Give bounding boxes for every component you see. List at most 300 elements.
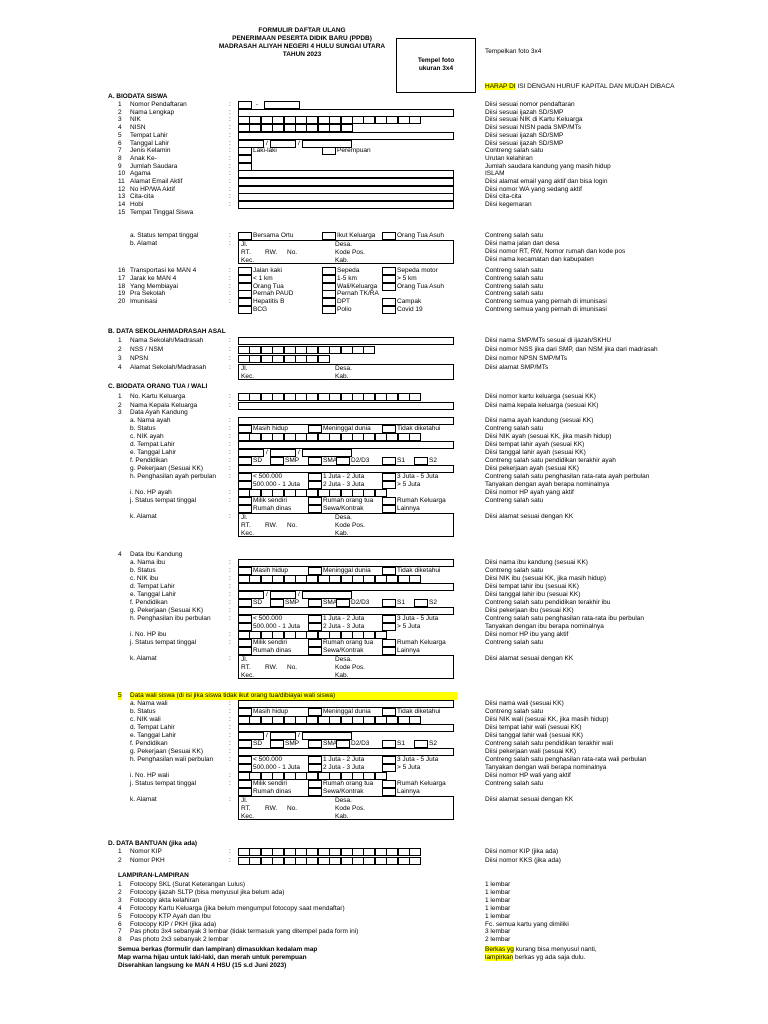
digit-cell[interactable] xyxy=(261,355,273,363)
option-checkbox[interactable] xyxy=(238,623,300,631)
option-checkbox[interactable] xyxy=(382,788,420,796)
checkbox-icon[interactable] xyxy=(308,788,322,796)
digit-cell[interactable] xyxy=(238,857,250,865)
digit-cell[interactable] xyxy=(261,716,273,724)
option-checkbox[interactable] xyxy=(308,615,364,623)
digit-cell[interactable] xyxy=(398,848,410,856)
checkbox-icon[interactable] xyxy=(382,788,396,796)
checkbox-icon[interactable] xyxy=(322,267,336,275)
digit-cell[interactable] xyxy=(375,489,387,497)
digit-grid[interactable] xyxy=(238,393,421,401)
address-box[interactable] xyxy=(238,655,454,679)
option-checkbox[interactable] xyxy=(382,567,440,575)
digit-cell[interactable] xyxy=(306,772,318,780)
digit-cell[interactable] xyxy=(329,346,341,354)
digit-cell[interactable] xyxy=(363,848,375,856)
digit-cell[interactable] xyxy=(329,433,341,441)
option-checkbox[interactable] xyxy=(308,457,337,465)
option-checkbox[interactable] xyxy=(308,788,363,796)
option-checkbox[interactable] xyxy=(322,275,357,283)
option-checkbox[interactable] xyxy=(308,623,364,631)
digit-cell[interactable] xyxy=(295,716,307,724)
digit-cell[interactable] xyxy=(363,631,375,639)
checkbox-icon[interactable] xyxy=(322,147,336,155)
checkbox-icon[interactable] xyxy=(308,567,322,575)
date-field[interactable] xyxy=(270,449,296,457)
digit-cell[interactable] xyxy=(284,716,296,724)
checkbox-icon[interactable] xyxy=(322,283,336,291)
digit-cell[interactable] xyxy=(306,848,318,856)
option-checkbox[interactable] xyxy=(308,708,371,716)
digit-cell[interactable] xyxy=(284,346,296,354)
checkbox-icon[interactable] xyxy=(382,599,396,607)
checkbox-icon[interactable] xyxy=(382,567,396,575)
digit-cell[interactable] xyxy=(238,575,250,583)
option-checkbox[interactable] xyxy=(382,267,438,275)
digit-cell[interactable] xyxy=(318,716,330,724)
digit-cell[interactable] xyxy=(284,575,296,583)
option-checkbox[interactable] xyxy=(382,497,446,505)
checkbox-icon[interactable] xyxy=(382,473,396,481)
digit-cell[interactable] xyxy=(375,631,387,639)
checkbox-icon[interactable] xyxy=(382,232,396,240)
digit-cell[interactable] xyxy=(352,716,364,724)
text-field[interactable] xyxy=(238,337,454,345)
digit-cell[interactable] xyxy=(261,433,273,441)
digit-cell[interactable] xyxy=(295,631,307,639)
option-checkbox[interactable] xyxy=(414,599,437,607)
digit-cell[interactable] xyxy=(318,346,330,354)
digit-cell[interactable] xyxy=(398,433,410,441)
checkbox-icon[interactable] xyxy=(238,497,252,505)
option-checkbox[interactable] xyxy=(308,780,373,788)
option-checkbox[interactable] xyxy=(322,232,375,240)
checkbox-icon[interactable] xyxy=(308,505,322,513)
option-checkbox[interactable] xyxy=(322,290,379,298)
option-checkbox[interactable] xyxy=(238,290,293,298)
digit-cell[interactable] xyxy=(409,848,421,856)
option-checkbox[interactable] xyxy=(238,780,287,788)
checkbox-icon[interactable] xyxy=(270,599,284,607)
digit-grid[interactable] xyxy=(238,575,421,583)
option-checkbox[interactable] xyxy=(238,425,288,433)
digit-cell[interactable] xyxy=(249,346,261,354)
digit-cell[interactable] xyxy=(363,116,375,124)
checkbox-icon[interactable] xyxy=(238,306,252,314)
option-checkbox[interactable] xyxy=(238,615,282,623)
checkbox-icon[interactable] xyxy=(414,599,428,607)
checkbox-icon[interactable] xyxy=(382,298,396,306)
digit-cell[interactable] xyxy=(409,433,421,441)
digit-cell[interactable] xyxy=(352,346,364,354)
digit-grid[interactable] xyxy=(238,355,329,363)
option-checkbox[interactable] xyxy=(322,147,371,155)
digit-cell[interactable] xyxy=(409,857,421,865)
digit-cell[interactable] xyxy=(272,716,284,724)
digit-cell[interactable] xyxy=(272,631,284,639)
option-checkbox[interactable] xyxy=(382,425,440,433)
checkbox-icon[interactable] xyxy=(308,764,322,772)
checkbox-icon[interactable] xyxy=(322,275,336,283)
option-checkbox[interactable] xyxy=(382,505,420,513)
option-checkbox[interactable] xyxy=(382,457,405,465)
digit-grid[interactable] xyxy=(238,716,421,724)
digit-cell[interactable] xyxy=(398,575,410,583)
digit-cell[interactable] xyxy=(295,848,307,856)
digit-cell[interactable] xyxy=(318,772,330,780)
option-checkbox[interactable] xyxy=(308,473,364,481)
digit-cell[interactable] xyxy=(261,631,273,639)
digit-cell[interactable] xyxy=(409,116,421,124)
checkbox-icon[interactable] xyxy=(382,497,396,505)
digit-cell[interactable] xyxy=(363,346,375,354)
digit-cell[interactable] xyxy=(249,848,261,856)
digit-cell[interactable] xyxy=(238,346,250,354)
option-checkbox[interactable] xyxy=(308,481,364,489)
checkbox-icon[interactable] xyxy=(414,740,428,748)
digit-cell[interactable] xyxy=(272,433,284,441)
digit-cell[interactable] xyxy=(249,772,261,780)
digit-cell[interactable] xyxy=(238,489,250,497)
digit-cell[interactable] xyxy=(295,433,307,441)
digit-cell[interactable] xyxy=(352,575,364,583)
date-field[interactable] xyxy=(238,732,264,740)
digit-cell[interactable] xyxy=(386,575,398,583)
digit-cell[interactable] xyxy=(238,772,250,780)
checkbox-icon[interactable] xyxy=(382,457,396,465)
digit-cell[interactable] xyxy=(375,772,387,780)
digit-cell[interactable] xyxy=(363,393,375,401)
checkbox-icon[interactable] xyxy=(238,708,252,716)
checkbox-icon[interactable] xyxy=(238,457,252,465)
option-checkbox[interactable] xyxy=(238,764,300,772)
date-field[interactable] xyxy=(238,591,264,599)
digit-cell[interactable] xyxy=(272,489,284,497)
digit-cell[interactable] xyxy=(398,116,410,124)
checkbox-icon[interactable] xyxy=(382,481,396,489)
digit-cell[interactable] xyxy=(318,393,330,401)
digit-cell[interactable] xyxy=(272,355,284,363)
digit-cell[interactable] xyxy=(352,848,364,856)
option-checkbox[interactable] xyxy=(382,275,417,283)
digit-cell[interactable] xyxy=(375,848,387,856)
digit-grid[interactable] xyxy=(238,489,386,497)
option-checkbox[interactable] xyxy=(382,708,440,716)
digit-cell[interactable] xyxy=(284,848,296,856)
digit-cell[interactable] xyxy=(386,393,398,401)
option-checkbox[interactable] xyxy=(414,740,437,748)
digit-cell[interactable] xyxy=(341,489,353,497)
option-checkbox[interactable] xyxy=(238,639,287,647)
text-field[interactable] xyxy=(238,441,454,449)
option-checkbox[interactable] xyxy=(238,599,262,607)
digit-cell[interactable] xyxy=(352,772,364,780)
digit-cell[interactable] xyxy=(409,716,421,724)
digit-cell[interactable] xyxy=(261,857,273,865)
option-checkbox[interactable] xyxy=(238,457,262,465)
option-checkbox[interactable] xyxy=(322,298,350,306)
digit-cell[interactable] xyxy=(318,489,330,497)
checkbox-icon[interactable] xyxy=(382,306,396,314)
option-checkbox[interactable] xyxy=(382,306,423,314)
digit-cell[interactable] xyxy=(318,631,330,639)
digit-cell[interactable] xyxy=(375,857,387,865)
checkbox-icon[interactable] xyxy=(238,756,252,764)
digit-cell[interactable] xyxy=(284,393,296,401)
digit-cell[interactable] xyxy=(306,433,318,441)
digit-cell[interactable] xyxy=(386,433,398,441)
option-checkbox[interactable] xyxy=(308,740,337,748)
digit-cell[interactable] xyxy=(272,848,284,856)
digit-cell[interactable] xyxy=(398,857,410,865)
option-checkbox[interactable] xyxy=(238,567,288,575)
option-checkbox[interactable] xyxy=(382,639,446,647)
option-checkbox[interactable] xyxy=(238,708,288,716)
digit-cell[interactable] xyxy=(329,489,341,497)
checkbox-icon[interactable] xyxy=(336,740,350,748)
digit-cell[interactable] xyxy=(318,857,330,865)
checkbox-icon[interactable] xyxy=(238,267,252,275)
option-checkbox[interactable] xyxy=(238,740,262,748)
digit-cell[interactable] xyxy=(318,848,330,856)
option-checkbox[interactable] xyxy=(238,647,291,655)
checkbox-icon[interactable] xyxy=(322,290,336,298)
digit-cell[interactable] xyxy=(249,433,261,441)
checkbox-icon[interactable] xyxy=(238,473,252,481)
checkbox-icon[interactable] xyxy=(382,756,396,764)
option-checkbox[interactable] xyxy=(382,623,420,631)
digit-cell[interactable] xyxy=(272,857,284,865)
text-field[interactable] xyxy=(238,748,454,756)
option-checkbox[interactable] xyxy=(414,457,437,465)
checkbox-icon[interactable] xyxy=(308,497,322,505)
checkbox-icon[interactable] xyxy=(382,283,396,291)
digit-cell[interactable] xyxy=(375,575,387,583)
text-field[interactable] xyxy=(238,607,454,615)
digit-cell[interactable] xyxy=(352,393,364,401)
digit-cell[interactable] xyxy=(249,716,261,724)
checkbox-icon[interactable] xyxy=(308,473,322,481)
digit-cell[interactable] xyxy=(261,393,273,401)
option-checkbox[interactable] xyxy=(308,497,373,505)
digit-cell[interactable] xyxy=(352,116,364,124)
option-checkbox[interactable] xyxy=(238,481,300,489)
checkbox-icon[interactable] xyxy=(336,599,350,607)
digit-cell[interactable] xyxy=(386,716,398,724)
text-field[interactable] xyxy=(238,559,454,567)
digit-cell[interactable] xyxy=(329,857,341,865)
text-field[interactable] xyxy=(238,700,454,708)
option-checkbox[interactable] xyxy=(382,740,405,748)
digit-cell[interactable] xyxy=(261,575,273,583)
digit-cell[interactable] xyxy=(363,716,375,724)
digit-cell[interactable] xyxy=(375,716,387,724)
checkbox-icon[interactable] xyxy=(238,283,252,291)
checkbox-icon[interactable] xyxy=(308,457,322,465)
digit-grid[interactable] xyxy=(238,857,421,865)
digit-cell[interactable] xyxy=(295,575,307,583)
digit-cell[interactable] xyxy=(398,716,410,724)
digit-cell[interactable] xyxy=(261,772,273,780)
option-checkbox[interactable] xyxy=(336,457,369,465)
digit-cell[interactable] xyxy=(329,575,341,583)
digit-cell[interactable] xyxy=(318,433,330,441)
digit-cell[interactable] xyxy=(409,393,421,401)
option-checkbox[interactable] xyxy=(308,756,364,764)
checkbox-icon[interactable] xyxy=(238,740,252,748)
option-checkbox[interactable] xyxy=(238,232,293,240)
option-checkbox[interactable] xyxy=(382,283,444,291)
option-checkbox[interactable] xyxy=(238,298,284,306)
checkbox-icon[interactable] xyxy=(308,481,322,489)
digit-cell[interactable] xyxy=(329,631,341,639)
checkbox-icon[interactable] xyxy=(382,505,396,513)
checkbox-icon[interactable] xyxy=(308,780,322,788)
digit-cell[interactable] xyxy=(341,393,353,401)
digit-cell[interactable] xyxy=(261,489,273,497)
checkbox-icon[interactable] xyxy=(382,425,396,433)
digit-cell[interactable] xyxy=(249,489,261,497)
option-checkbox[interactable] xyxy=(382,232,444,240)
date-field[interactable] xyxy=(302,591,352,599)
checkbox-icon[interactable] xyxy=(238,788,252,796)
checkbox-icon[interactable] xyxy=(238,505,252,513)
checkbox-icon[interactable] xyxy=(382,267,396,275)
digit-grid[interactable] xyxy=(238,772,386,780)
option-checkbox[interactable] xyxy=(382,780,446,788)
digit-cell[interactable] xyxy=(341,716,353,724)
digit-cell[interactable] xyxy=(284,631,296,639)
digit-cell[interactable] xyxy=(238,393,250,401)
digit-cell[interactable] xyxy=(341,575,353,583)
checkbox-icon[interactable] xyxy=(336,457,350,465)
checkbox-icon[interactable] xyxy=(308,740,322,748)
option-checkbox[interactable] xyxy=(322,283,377,291)
digit-cell[interactable] xyxy=(295,346,307,354)
option-checkbox[interactable] xyxy=(382,615,438,623)
digit-cell[interactable] xyxy=(249,857,261,865)
checkbox-icon[interactable] xyxy=(414,457,428,465)
digit-grid[interactable] xyxy=(238,848,421,856)
checkbox-icon[interactable] xyxy=(322,298,336,306)
checkbox-icon[interactable] xyxy=(308,647,322,655)
checkbox-icon[interactable] xyxy=(382,647,396,655)
digit-cell[interactable] xyxy=(329,848,341,856)
digit-cell[interactable] xyxy=(272,393,284,401)
checkbox-icon[interactable] xyxy=(238,764,252,772)
option-checkbox[interactable] xyxy=(238,505,291,513)
digit-grid[interactable] xyxy=(238,631,386,639)
option-checkbox[interactable] xyxy=(336,599,369,607)
date-field[interactable] xyxy=(302,732,352,740)
option-checkbox[interactable] xyxy=(238,473,282,481)
digit-cell[interactable] xyxy=(295,489,307,497)
checkbox-icon[interactable] xyxy=(322,306,336,314)
option-checkbox[interactable] xyxy=(238,275,273,283)
digit-cell[interactable] xyxy=(386,116,398,124)
checkbox-icon[interactable] xyxy=(238,275,252,283)
checkbox-icon[interactable] xyxy=(382,780,396,788)
text-field[interactable] xyxy=(238,465,454,473)
checkbox-icon[interactable] xyxy=(382,275,396,283)
address-box[interactable] xyxy=(238,796,454,820)
date-field[interactable] xyxy=(238,449,264,457)
digit-cell[interactable] xyxy=(238,355,250,363)
checkbox-icon[interactable] xyxy=(238,425,252,433)
digit-cell[interactable] xyxy=(352,857,364,865)
option-checkbox[interactable] xyxy=(238,283,284,291)
checkbox-icon[interactable] xyxy=(308,599,322,607)
checkbox-icon[interactable] xyxy=(382,740,396,748)
digit-cell[interactable] xyxy=(249,393,261,401)
option-checkbox[interactable] xyxy=(238,497,287,505)
digit-cell[interactable] xyxy=(306,355,318,363)
digit-cell[interactable] xyxy=(341,772,353,780)
digit-cell[interactable] xyxy=(295,355,307,363)
option-checkbox[interactable] xyxy=(270,599,299,607)
digit-cell[interactable] xyxy=(306,346,318,354)
checkbox-icon[interactable] xyxy=(238,481,252,489)
digit-cell[interactable] xyxy=(306,575,318,583)
checkbox-icon[interactable] xyxy=(238,623,252,631)
checkbox-icon[interactable] xyxy=(238,615,252,623)
digit-cell[interactable] xyxy=(238,848,250,856)
digit-cell[interactable] xyxy=(295,393,307,401)
digit-cell[interactable] xyxy=(341,848,353,856)
checkbox-icon[interactable] xyxy=(270,457,284,465)
digit-cell[interactable] xyxy=(306,489,318,497)
digit-cell[interactable] xyxy=(249,575,261,583)
date-field[interactable] xyxy=(270,732,296,740)
digit-cell[interactable] xyxy=(306,857,318,865)
checkbox-icon[interactable] xyxy=(238,232,252,240)
option-checkbox[interactable] xyxy=(308,764,364,772)
option-checkbox[interactable] xyxy=(270,457,299,465)
digit-cell[interactable] xyxy=(363,857,375,865)
digit-cell[interactable] xyxy=(238,716,250,724)
checkbox-icon[interactable] xyxy=(238,599,252,607)
option-checkbox[interactable] xyxy=(308,425,371,433)
option-checkbox[interactable] xyxy=(382,298,421,306)
digit-cell[interactable] xyxy=(329,716,341,724)
digit-cell[interactable] xyxy=(272,772,284,780)
option-checkbox[interactable] xyxy=(382,764,420,772)
date-field[interactable] xyxy=(270,591,296,599)
digit-cell[interactable] xyxy=(284,772,296,780)
digit-cell[interactable] xyxy=(352,433,364,441)
checkbox-icon[interactable] xyxy=(238,647,252,655)
digit-cell[interactable] xyxy=(261,848,273,856)
option-checkbox[interactable] xyxy=(270,740,299,748)
text-field[interactable] xyxy=(238,724,454,732)
digit-cell[interactable] xyxy=(409,575,421,583)
checkbox-icon[interactable] xyxy=(238,639,252,647)
digit-grid[interactable] xyxy=(238,433,421,441)
digit-cell[interactable] xyxy=(272,575,284,583)
option-checkbox[interactable] xyxy=(308,505,363,513)
digit-cell[interactable] xyxy=(295,772,307,780)
digit-cell[interactable] xyxy=(238,631,250,639)
text-field[interactable] xyxy=(238,583,454,591)
digit-cell[interactable] xyxy=(386,857,398,865)
digit-cell[interactable] xyxy=(318,355,330,363)
digit-cell[interactable] xyxy=(375,116,387,124)
option-checkbox[interactable] xyxy=(382,756,438,764)
photo-box[interactable]: Tempel foto ukuran 3x4 xyxy=(396,38,476,93)
digit-cell[interactable] xyxy=(329,772,341,780)
digit-cell[interactable] xyxy=(306,631,318,639)
checkbox-icon[interactable] xyxy=(270,740,284,748)
